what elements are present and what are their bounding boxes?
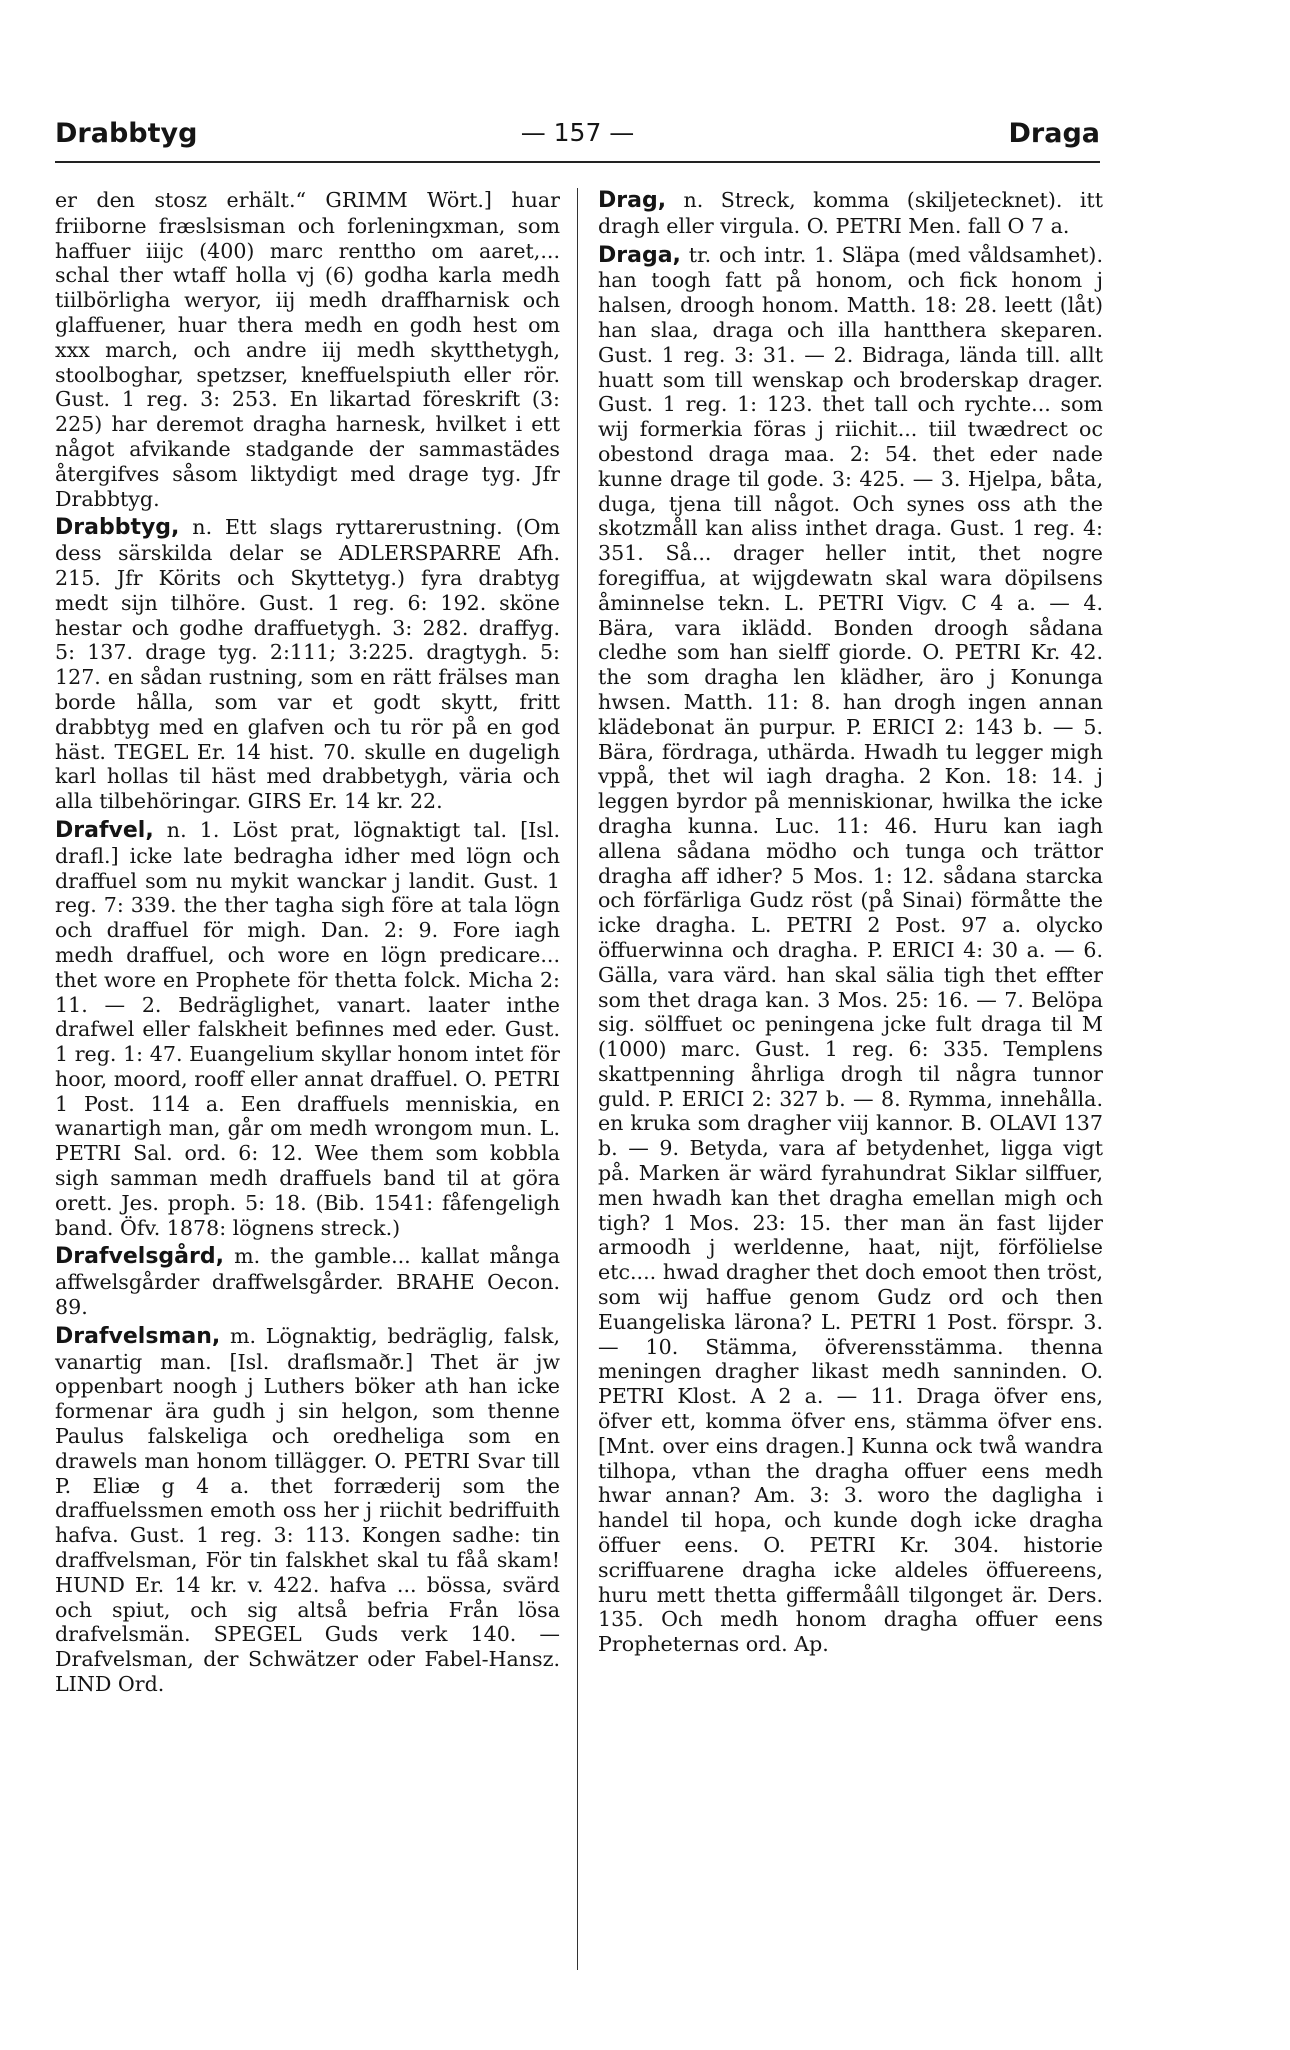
entry-text: m. the gamble... kallat många affwelsgårder draffwelsgårder. BRAHE Oecon. 89. <box>55 1244 560 1320</box>
entry-headword: Drabbtyg, <box>55 515 180 541</box>
entry-text: tr. och intr. 1. Släpa (med våldsamhet). han toogh fatt på honom, och fick honom j halsen, droogh honom. Matth. 18: 28. leett (låt) han slaa, draga och illa hantthera skeparen. Gust. 1 reg. 3: 31. — 2. Bidraga, lända till. allt huatt som till wenskap och broderskap drager. Gust. 1 reg. 1: 123. thet tall och rychte... som wij formerkia föras j riichit... tiil twædrect oc obestond draga maa. 2: 54. thet eder nade kunne drage til gode. 3: 425. — 3. Hjelpa, båta, duga, tjena till något. Och synes oss ath the skotzmåll kan aliss inthet draga. Gust. 1 reg. 4: 351. Så... drager heller intit, thet nogre foregiffua, at wijgdewatn skal wara döpilsens åminnelse tekn. L. PETRI Vigv. C 4 a. — 4. Bära, vara iklädd. Bonden droogh sådana cledhe som han sielff giorde. O. PETRI Kr. 42. the som dragha len klädher, äro j Konunga hwsen. Matth. 11: 8. han drogh ingen annan klädebonat än purpur. P. ERICI 2: 143 b. — 5. Bära, fördraga, uthärda. Hwadh tu legger migh vppå, thet wil iagh dragha. 2 Kon. 18: 14. j leggen byrdor på menniskionar, hwilka the icke dragha kunna. Luc. 11: 46. Huru kan iagh allena sådana mödho och tunga och trättor dragha aff idher? 5 Mos. 1: 12. sådana starcka och förfärliga Gudz röst (på Sinai) förmåtte the icke dragha. L. PETRI 2 Post. 97 a. olycko öffuerwinna och dragha. P. ERICI 4: 30 a. — 6. Gälla, vara värd. han skal sälia tigh thet effter som thet draga kan. 3 Mos. 25: 16. — 7. Belöpa sig. sölffuet oc peningena jcke fult draga til M (1000) marc. Gust. 1 reg. 6: 335. Templens skattpenning åhrliga drogh til några tunnor guld. P. ERICI 2: 327 b. — 8. Rymma, innehålla. en kruka som dragher viij kannor. B. OLAVI 137 b. — 9. Betyda, vara af betydenhet, ligga vigt på. Marken är wärd fyrahundrat Siklar silffuer, men hwadh kan thet dragha emellan migh och tigh? 1 Mos. 23: 15. ther man än fast lijder armoodh j werldenne, haat, nijt, förfölielse etc.... hwad dragher thet doch emoot then tröst, som wij haffue genom Gudz ord och then Euangeliska lärona? L. PETRI 1 Post. förspr. 3. — 10. Stämma, öfverensstämma. thenna meningen dragher likast medh sanninden. O. PETRI Klost. A 2 a. — 11. Draga öfver ens, öfver ett, komma öfver ens, stämma öfver ens. [Mnt. over eins dragen.] Kunna ock twå wandra tilhopa, vthan the dragha offuer eens medh hwar annan? Am. 3: 3. woro the dagligha i handel til hopa, och kunde dogh icke dragha öffuer eens. O. PETRI Kr. 304. historie scriffuarene dragha icke aldeles öffuereens, huru mett thetta giffermåâll tilgonget är. Ders. 135. Och medh honom dragha offuer eens Propheternas ord. Ap. <box>598 242 1103 1657</box>
header-right-guideword: Draga <box>1008 118 1100 149</box>
entry-headword: Drafvelsgård, <box>55 1244 224 1270</box>
entry-text: er den stosz erhält.“ GRIMM Wört.] huar friiborne fræslsisman och forleningxman, som haffuer iiijc (400) marc renttho om aaret,... schal ther wtaff holla vj (6) godha karla medh tiilbörligha weryor, iij medh draffharnisk och glaffuener, huar thera medh en godh hest om xxx march, och andre iij medh skytthetygh, stoolboghar, spetzser, kneffuelspiuth eller rör. Gust. 1 reg. 3: 253. En likartad föreskrift (3: 225) har deremot dragha harnesk, hvilket i ett något afvikande stadgande der sammastädes återgifves såsom liktydigt med drage tyg. Jfr Drabbtyg. <box>55 188 560 511</box>
entry-text: n. 1. Löst prat, lögnaktigt tal. [Isl. drafl.] icke late bedragha idher med lögn och draffuel som nu mykit wanckar j landit. Gust. 1 reg. 7: 339. the ther tagha sigh före at tala lögn och draffuel för migh. Dan. 2: 9. Fore iagh medh draffuel, och wore en lögn predicare... thet wore en Prophete för thetta folck. Micha 2: 11. — 2. Bedräglighet, vanart. laater inthe drafwel eller falskheit befinnes med eder. Gust. 1 reg. 1: 47. Euangelium skyllar honom intet för hoor, moord, rooff eller annat draffuel. O. PETRI 1 Post. 114 a. Een draffuels menniskia, en wanartigh man, går om medh wrongom mun. L. PETRI Sal. ord. 6: 12. Wee them som kobbla sigh samman medh draffuels band til at göra orett. Jes. proph. 5: 18. (Bib. 1541: fåfengeligh band. Öfv. 1878: lögnens streck.) <box>55 817 560 1240</box>
running-header <box>55 118 1100 152</box>
right-column <box>598 188 1103 1657</box>
header-rule <box>55 161 1100 163</box>
entry-draga <box>598 243 1103 1657</box>
entry-text: n. Ett slags ryttarerustning. (Om dess särskilda delar se ADLERSPARRE Afh. 215. Jfr Körits och Skyttetyg.) fyra drabtyg medt sijn tilhöre. Gust. 1 reg. 6: 192. sköne hestar och godhe draffuetygh. 3: 282. draffyg. 5: 137. drage tyg. 2:111; 3:225. dragtygh. 5: 127. en sådan rustning, som en rätt frälses man borde hålla, som var et godt skytt, fritt drabbtyg med en glafven och tu rör på en god häst. TEGEL Er. 14 hist. 70. skulle en dugeligh karl hollas til häst med drabbetygh, väria och alla tilbehöringar. GIRS Er. 14 kr. 22. <box>55 515 560 814</box>
entry-headword: Draga, <box>598 242 681 268</box>
entry-drafvel <box>55 818 560 1241</box>
entry-text: n. Streck, komma (skiljetecknet). itt dragh eller virgula. O. PETRI Men. fall O 7 a. <box>598 188 1103 238</box>
column-divider <box>577 188 578 1970</box>
entry-headword: Drag, <box>598 188 667 213</box>
left-column <box>55 188 560 1697</box>
entry-drafvelsgard <box>55 1244 560 1319</box>
entry-continuation <box>55 188 560 511</box>
header-left-guideword: Drabbtyg <box>55 118 198 149</box>
entry-headword: Drafvelsman, <box>55 1323 221 1349</box>
entry-drabbtyg <box>55 515 560 814</box>
page-number: — 157 — <box>520 118 635 147</box>
entry-headword: Drafvel, <box>55 817 154 843</box>
entry-drafvelsman <box>55 1324 560 1697</box>
entry-text: m. Lögnaktig, bedräglig, falsk, vanartig man. [Isl. draflsmaðr.] Thet är jw oppenbart noogh j Luthers böker ath han icke formenar ära gudh j sin helgon, som thenne Paulus falskeliga och oredheliga som en drawels man honom tillägger. O. PETRI Svar till P. Eliæ g 4 a. thet forræderij som the draffuelssmen emoth oss her j riichit bedriffuith hafva. Gust. 1 reg. 3: 113. Kongen sadhe: tin draffvelsman, För tin falskhet skal tu fåå skam! HUND Er. 14 kr. v. 422. hafva ... bössa, svärd och spiut, och sig altså befria Från lösa drafvelsmän. SPEGEL Guds verk 140. — Drafvelsman, der Schwätzer oder Fabel-Hansz. LIND Ord. <box>55 1323 560 1697</box>
entry-drag <box>598 188 1103 239</box>
